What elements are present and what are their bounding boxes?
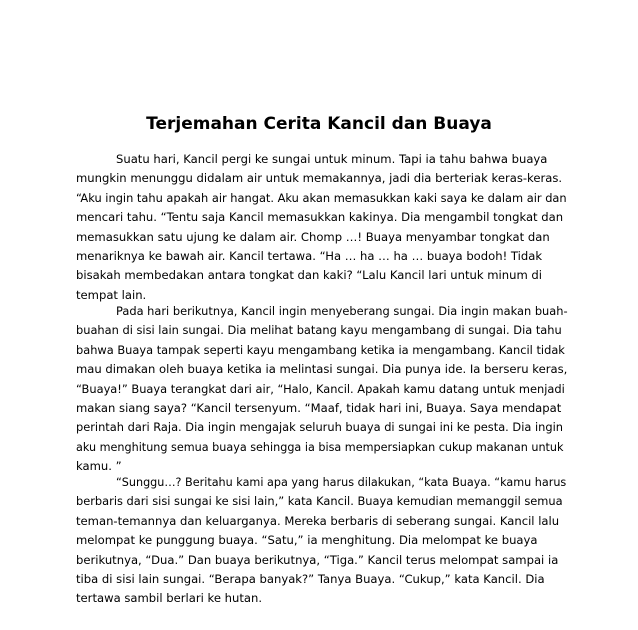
text-line: “Aku ingin tahu apakah air hangat. Aku akan memasukkan kaki saya ke dalam air dan: [76, 190, 567, 205]
text-line: “Sunggu…? Beritahu kami apa yang harus dilakukan, “kata Buaya. “kamu harus: [116, 476, 567, 489]
text-line: mencari tahu. “Tentu saja Kancil memasukkan kakinya. Dia mengambil tongkat dan: [76, 210, 564, 225]
text-line: melompat ke punggung buaya. “Satu,” ia menghitung. Dia melompat ke buaya: [76, 533, 538, 548]
text-line: mungkin menunggu didalam air untuk memakannya, jadi dia berteriak keras-keras.: [76, 171, 563, 186]
text-line: Pada hari berikutnya, Kancil ingin menyeberang sungai. Dia ingin makan buah-: [116, 304, 568, 318]
text-line: tertawa sambil berlari ke hutan.: [76, 591, 263, 606]
document-title: Terjemahan Cerita Kancil dan Buaya: [146, 114, 492, 134]
paragraph-2: [76, 302, 568, 477]
text-line: teman-temannya dan keluarganya. Mereka berbaris di seberang sungai. Kancil lalu: [76, 513, 560, 528]
text-line: perintah dari Raja. Dia ingin mengajak seluruh buaya di sungai ini ke pesta. Dia ingin: [76, 420, 563, 435]
text-line: kamu. ”: [76, 459, 122, 474]
text-line: bahwa Buaya tampak seperti kayu mengambang ketika ia mengambang. Kancil tidak: [76, 342, 565, 357]
text-line: berbaris dari sisi sungai ke sisi lain,” kata Kancil. Buaya kemudian memanggil semua: [76, 494, 563, 509]
text-line: memasukkan satu ujung ke dalam air. Chomp …! Buaya menyambar tongkat dan: [76, 229, 550, 244]
text-line: mau dimakan oleh buaya ketika ia melintasi sungai. Dia punya ide. Ia berseru keras,: [76, 362, 568, 377]
text-line: bisakah membedakan antara tongkat dan kaki? “Lalu Kancil lari untuk minum di: [76, 268, 543, 283]
text-line: tempat lain.: [76, 287, 147, 302]
paragraph-3: [76, 473, 568, 609]
text-line: berikutnya, “Dua.” Dan buaya berikutnya, “Tiga.” Kancil terus melompat sampai ia: [76, 552, 559, 567]
text-line: menariknya ke bawah air. Kancil tertawa. “Ha … ha … ha … buaya bodoh! Tidak: [76, 248, 543, 263]
paragraph-1: [76, 150, 568, 305]
text-line: makan siang saya? “Kancil tersenyum. “Maaf, tidak hari ini, Buaya. Saya mendapat: [76, 400, 562, 415]
text-line: Suatu hari, Kancil pergi ke sungai untuk minum. Tapi ia tahu bahwa buaya: [116, 152, 548, 166]
text-line: “Buaya!” Buaya terangkat dari air, “Halo, Kancil. Apakah kamu datang untuk menjadi: [76, 381, 565, 396]
text-line: tiba di sisi lain sungai. “Berapa banyak?” Tanya Buaya. “Cukup,” kata Kancil. Dia: [76, 571, 545, 586]
text-line: aku menghitung semua buaya sehingga ia bisa mempersiapkan cukup makanan untuk: [76, 440, 564, 454]
text-line: buahan di sisi lain sungai. Dia melihat batang kayu mengambang di sungai. Dia tahu: [76, 323, 562, 338]
